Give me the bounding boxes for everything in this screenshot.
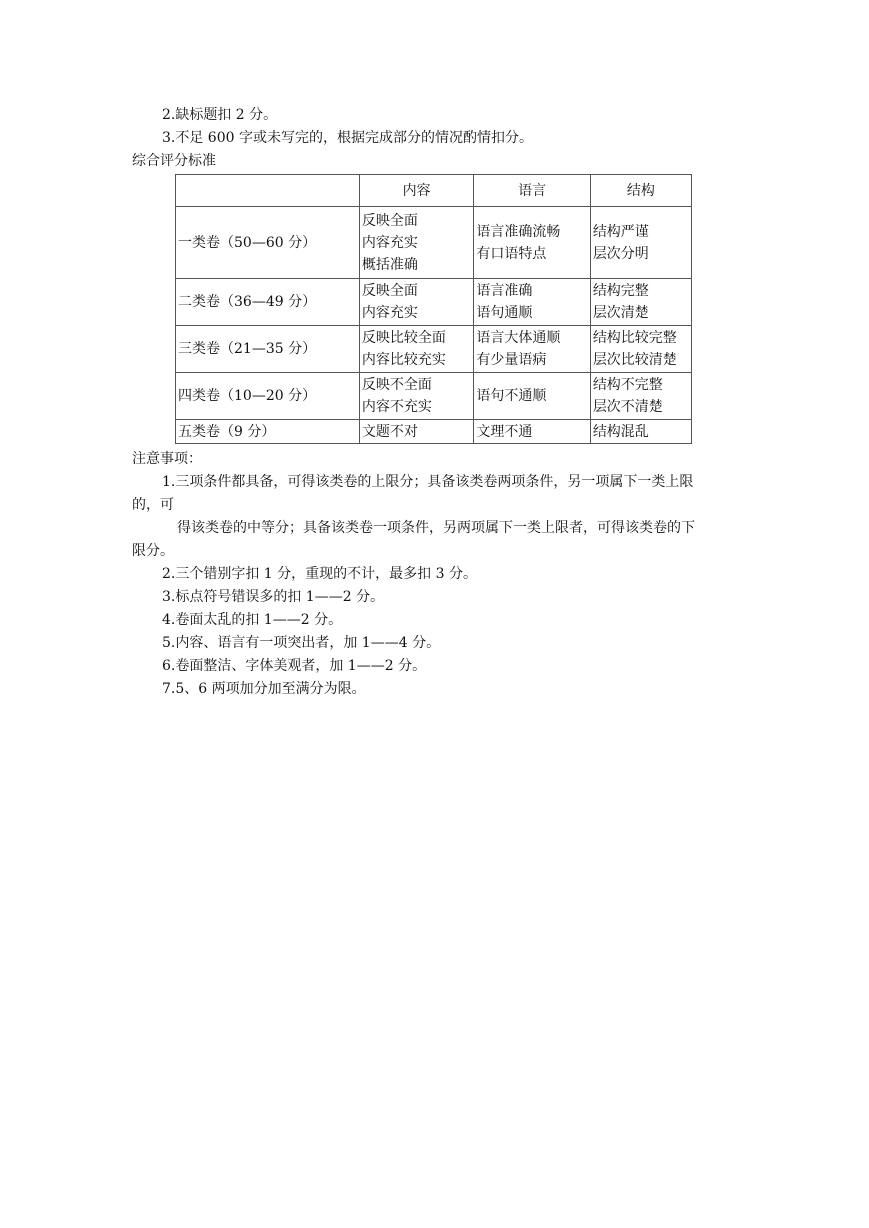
structure-cell [590,326,691,373]
note-2: 2.三个错别字扣 1 分，重现的不计，最多扣 3 分。 [162,566,477,582]
table-row [176,373,692,420]
cell-line: 有口语特点 [476,245,547,262]
grade-cell: 五类卷（9 分） [176,420,360,444]
header-cell-language: 语言 [474,175,590,207]
section-title: 综合评分标准 [132,153,216,169]
note-1-line-a: 1.三项条件都具备，可得该类卷的上限分；具备该类卷两项条件，另一项属下一类上限 [162,474,694,490]
cell-line: 概括准确 [361,256,418,273]
grade-cell: 三类卷（21—35 分） [176,326,360,373]
cell-line: 反映比较全面 [361,330,446,346]
cell-line: 层次分明 [592,245,649,262]
cell-line: 内容充实 [361,305,418,321]
table-row [176,279,692,326]
note-3: 3.标点符号错误多的扣 1——2 分。 [162,589,385,605]
cell-line: 语言大体通顺 [476,330,561,346]
cell-line: 语句通顺 [476,305,533,321]
grade-cell: 二类卷（36—49 分） [176,279,360,326]
language-cell: 语句不通顺 [474,373,590,420]
content-cell [359,373,473,420]
content-cell [359,279,473,326]
intro-line-1: 2.缺标题扣 2 分。 [162,107,278,123]
header-cell-structure: 结构 [590,175,691,207]
grade-cell: 一类卷（50—60 分） [176,207,360,279]
cell-line: 结构比较完整 [592,330,677,346]
table-row [176,420,692,444]
cell-line: 层次比较清楚 [592,352,677,368]
structure-cell [590,207,691,279]
cell-line: 结构严谨 [592,223,649,240]
structure-cell [590,373,691,420]
cell-line: 有少量语病 [476,352,547,368]
language-cell [474,207,590,279]
table-header-row [176,175,692,207]
cell-line: 内容不充实 [361,399,432,415]
cell-line: 结构完整 [592,283,649,299]
content-cell: 文题不对 [359,420,473,444]
cell-line: 语言准确流畅 [476,223,561,240]
cell-line: 反映全面 [361,283,418,299]
notes-title: 注意事项： [132,451,202,467]
note-7: 7.5、6 两项加分加至满分为限。 [162,681,366,697]
header-cell-empty [176,175,360,207]
content-cell [359,326,473,373]
structure-cell [590,279,691,326]
note-1-line-d: 限分。 [132,543,174,559]
header-cell-content: 内容 [359,175,473,207]
language-cell: 文理不通 [474,420,590,444]
cell-line: 反映全面 [361,212,418,229]
language-cell [474,279,590,326]
cell-line: 层次不清楚 [592,399,663,415]
language-cell [474,326,590,373]
cell-line: 内容比较充实 [361,352,446,368]
note-5: 5.内容、语言有一项突出者，加 1——4 分。 [162,635,441,651]
table-row [176,207,692,279]
table-row [176,326,692,373]
note-1-line-c: 得该类卷的中等分；具备该类卷一项条件，另两项属下一类上限者，可得该类卷的下 [177,520,695,536]
cell-line: 结构不完整 [592,377,663,393]
note-6: 6.卷面整洁、字体美观者，加 1——2 分。 [162,658,427,674]
cell-line: 层次清楚 [592,305,649,321]
note-1-line-b: 的，可 [132,497,174,513]
cell-line: 语言准确 [476,283,533,299]
grade-cell: 四类卷（10—20 分） [176,373,360,420]
structure-cell: 结构混乱 [590,420,691,444]
content-cell [359,207,473,279]
cell-line: 内容充实 [361,234,418,251]
cell-line: 反映不全面 [361,377,432,393]
grading-table [175,174,692,444]
intro-line-2: 3.不足 600 字或未写完的，根据完成部分的情况酌情扣分。 [162,130,533,146]
note-4: 4.卷面太乱的扣 1——2 分。 [162,612,343,628]
